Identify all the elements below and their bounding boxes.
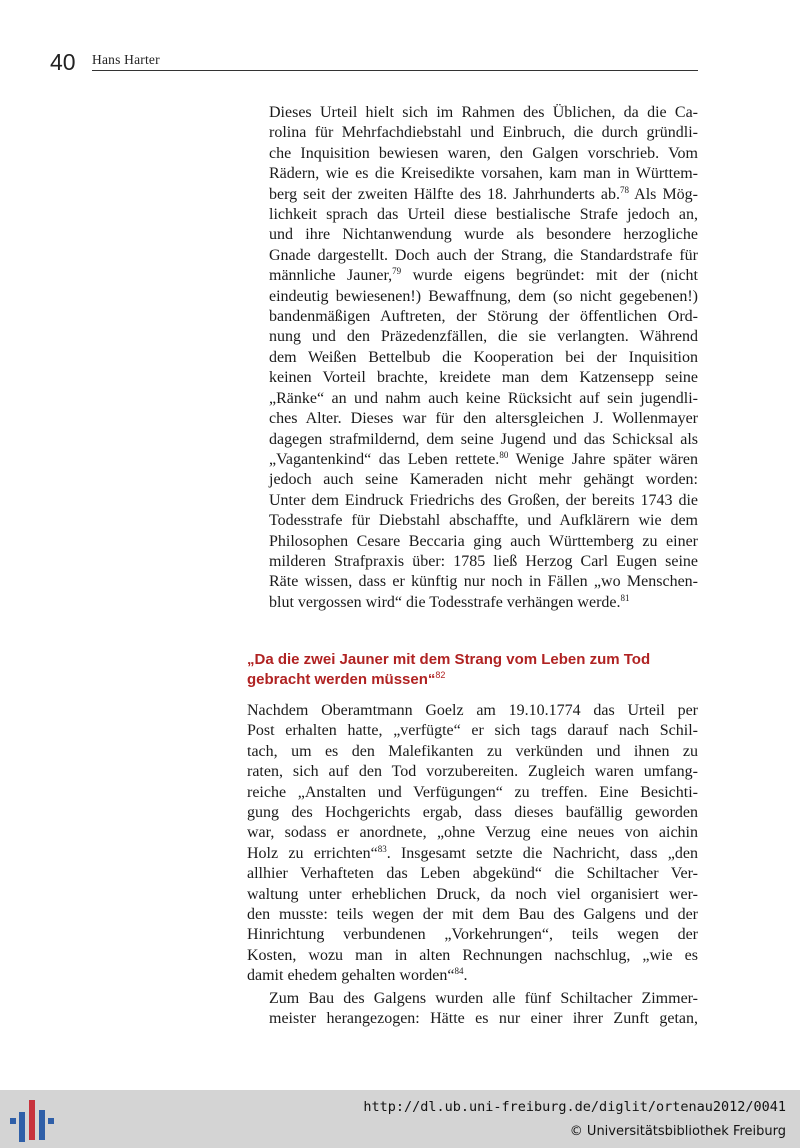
logo-bar [29, 1100, 35, 1140]
logo-bar [48, 1118, 54, 1124]
text-line: nung und den Präzedenzfällen, die sie verlangten. Während [269, 328, 698, 346]
page-number: 40 [50, 49, 76, 75]
text-fragment: Holz zu errichten“ [247, 844, 378, 862]
text-line: dem Weißen Bettelbub die Kooperation bei der Inquisition [269, 348, 698, 366]
text-line: Zum Bau des Galgens wurden alle fünf Schiltacher Zimmer- [269, 990, 698, 1007]
text-line: Kosten, wozu man in alten Rechnungen nachschlug, „wie es [247, 946, 698, 964]
text-fragment: Als Mög- [629, 185, 698, 203]
paragraph-3 [247, 989, 698, 1030]
paragraph-2 [247, 701, 698, 987]
text-line [247, 593, 698, 613]
text-line: Räte wissen, dass er künftig nur noch in Fällen „wo Menschen- [269, 573, 698, 591]
text-fragment: wurde eigens begründet: mit der (nicht [401, 267, 698, 285]
text-line: „Ränke“ an und nahm auch keine Rücksicht auf sein jugendli- [269, 389, 698, 407]
text-line: Hinrichtung verbundenen „Vorkehrungen“, teils wegen der [247, 926, 698, 944]
text-line: allhier Verhafteten das Leben abgekünd“ die Schiltacher Ver- [247, 865, 698, 883]
text-line: raten, sich auf den Tod vorzubereiten. Zugleich waren umfang- [247, 763, 698, 781]
footnote-ref-80[interactable]: 80 [499, 449, 509, 460]
text-line: keinen Vorteil brachte, kreidete man dem Katzensepp seine [269, 369, 698, 387]
text-line: Unter dem Eindruck Friedrichs des Großen, der bereits 1743 die [269, 491, 698, 509]
footer-url-link[interactable]: http://dl.ub.uni-freiburg.de/diglit/ortenau2012/0041 [363, 1099, 786, 1115]
text-line: Post erhalten hatte, „verfügte“ er sich tags darauf nach Schil- [247, 722, 698, 740]
text-line: dagegen strafmildernd, dem seine Jugend und das Schicksal als [269, 430, 698, 448]
text-fragment: blut vergossen wird“ die Todesstrafe verhängen werde. [269, 593, 621, 611]
text-fragment: Wenige Jahre später wären [508, 450, 699, 468]
text-fragment: männliche Jauner, [269, 267, 393, 285]
footnote-ref-79[interactable]: 79 [392, 266, 402, 277]
text-fragment: gebracht werden müssen“ [247, 671, 436, 688]
text-line: bandenmäßigen Auftreten, der Störung der öffentlichen Ord- [269, 308, 698, 326]
running-head: Hans Harter [92, 52, 160, 67]
text-line: ches Alter. Dieses war für den altersgleichen J. Wollenmayer [269, 410, 698, 428]
text-line [247, 266, 698, 286]
text-line: tach, um es den Malefikanten zu verkünden und ihnen zu [247, 742, 698, 760]
section-heading-line [247, 670, 698, 690]
footer-copyright: © Universitätsbibliothek Freiburg [569, 1124, 786, 1139]
section-heading [247, 650, 698, 690]
text-line: den musste: teils wegen der mit dem Bau des Galgens und der [247, 906, 698, 924]
text-line: und ihre Nichtanwendung wurde als besondere herzogliche [269, 226, 698, 244]
footnote-ref-78[interactable]: 78 [620, 184, 630, 195]
text-line: che Inquisition bewiesen waren, den Galgen vorschrieb. Vom [269, 144, 698, 162]
header-rule [92, 70, 698, 71]
text-fragment: „Vagantenkind“ das Leben rettete. [269, 450, 500, 468]
text-fragment: . Insgesamt setzte die Nachricht, dass „den [386, 844, 698, 862]
text-fragment: . [463, 967, 468, 985]
text-line: lichkeit sprach das Urteil diese bestialische Strafe jedoch an, [269, 206, 698, 224]
text-line [247, 185, 698, 205]
footnote-ref-84[interactable]: 84 [454, 966, 464, 977]
text-fragment: damit ehedem gehalten worden“ [247, 967, 455, 985]
footnote-ref-83[interactable]: 83 [377, 843, 387, 854]
text-line [247, 966, 698, 986]
library-logo-icon [10, 1096, 54, 1144]
text-line: eindeutig bewiesenen!) Bewaffnung, dem (so nicht gegebenen!) [269, 287, 698, 305]
text-line: war, sodass er anordnete, „ohne Verzug eine neues von aichin [247, 824, 698, 842]
logo-bar [10, 1118, 16, 1124]
text-line: milderen Strafpraxis über: 1785 ließ Herzog Carl Eugen seine [269, 552, 698, 570]
text-line [247, 450, 698, 470]
text-fragment: berg seit der zweiten Hälfte des 18. Jahrhunderts ab. [269, 185, 621, 203]
text-line: Philosophen Cesare Beccaria ging auch Württemberg zu einer [269, 532, 698, 550]
text-line: Gnade dargestellt. Doch auch der Strang, die Standardstrafe für [269, 246, 698, 264]
text-line: Todesstrafe für Diebstahl abschaffte, und Aufklärern wie dem [269, 512, 698, 530]
footnote-ref-82[interactable]: 82 [435, 670, 446, 680]
text-line: Nachdem Oberamtmann Goelz am 19.10.1774 das Urteil per [247, 702, 698, 719]
section-heading-line: „Da die zwei Jauner mit dem Strang vom Leben zum Tod [247, 651, 651, 668]
paragraph-1 [247, 103, 698, 613]
text-line: Rädern, wie es die Kreisedikte vorsahen, kam man in Württem- [269, 165, 698, 183]
logo-bar [39, 1110, 45, 1140]
logo-bar [19, 1112, 25, 1142]
text-line: waltung unter erheblichen Druck, da noch viel organisiert wer- [247, 885, 698, 903]
text-line: jedoch auch seine Kameraden nicht mehr gehängt worden: [269, 471, 698, 489]
text-line: Dieses Urteil hielt sich im Rahmen des Üblichen, da die Ca- [269, 104, 698, 121]
text-line: gung des Hochgerichts ergab, dass dieses baufällig geworden [247, 804, 698, 822]
text-line: reiche „Anstalten und Verfügungen“ zu treffen. Eine Besichti- [247, 783, 698, 801]
text-line [247, 844, 698, 864]
text-line: meister herangezogen: Hätte es nur einer ihrer Zunft getan, [269, 1010, 698, 1028]
text-line: rolina für Mehrfachdiebstahl und Einbruch, die durch gründli- [269, 124, 698, 142]
footnote-ref-81[interactable]: 81 [620, 592, 630, 603]
